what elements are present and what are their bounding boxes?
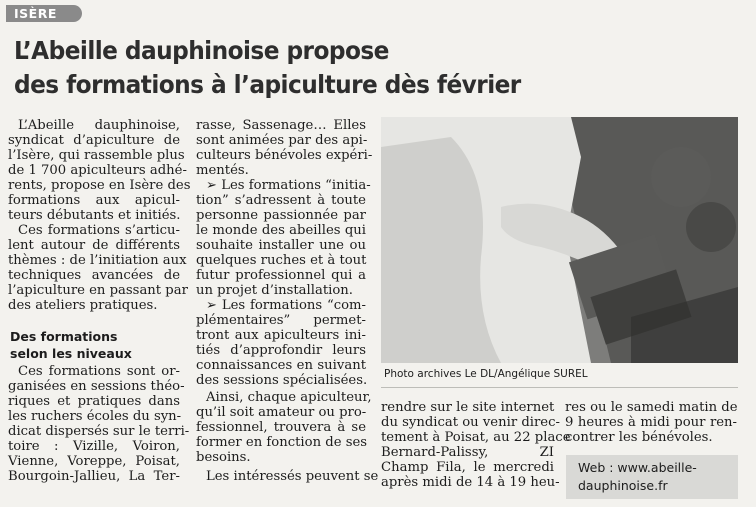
body-line: rendre sur le site internet	[381, 400, 555, 415]
body-line: quelques ruches et à tout	[196, 253, 367, 268]
body-line: qu’il soit amateur ou pro-	[196, 405, 367, 420]
headline-line-2: des formations à l’apiculture dès février	[14, 70, 521, 99]
body-line: res ou le samedi matin de	[565, 400, 738, 415]
body-line: techniques avancées de	[8, 268, 180, 283]
body-line: culteurs bénévoles expéri-	[196, 148, 373, 163]
body-line: des ateliers pratiques.	[8, 298, 158, 313]
body-line: teurs débutants et initiés.	[8, 208, 181, 223]
body-line: tion” s’adressent à toute	[196, 193, 366, 208]
body-line: du syndicat ou venir direc-	[381, 415, 560, 430]
body-line: tement à Poisat, au 22 place	[381, 430, 571, 445]
body-line: futur professionnel qui a	[196, 268, 366, 283]
body-line: Ces formations s’articu-	[18, 223, 180, 238]
web-url[interactable]: dauphinoise.fr	[578, 478, 668, 493]
body-line: contrer les bénévoles.	[565, 430, 713, 445]
body-line: Vienne, Voreppe, Poisat,	[8, 454, 180, 469]
body-line: 9 heures à midi pour ren-	[565, 415, 737, 430]
body-line: un projet d’installation.	[196, 283, 353, 298]
body-line: ganisées en sessions théo-	[8, 379, 185, 394]
body-line: Les intéressés peuvent se	[206, 469, 379, 484]
body-line: formations aux apicul-	[8, 193, 180, 208]
body-line: le monde des abeilles qui	[196, 223, 366, 238]
body-line: rents, propose en Isère des	[8, 178, 191, 193]
body-line: former en fonction de ses	[196, 435, 368, 450]
body-line: thèmes : de l’initiation aux	[8, 253, 187, 268]
body-line: tront aux apiculteurs ini-	[196, 328, 366, 343]
body-line: mentés.	[196, 163, 249, 178]
body-line: l’Isère, qui rassemble plus	[8, 148, 185, 163]
body-line: Bernard-Palissy, ZI	[381, 445, 554, 460]
body-line: après midi de 14 à 19 heu-	[381, 475, 560, 490]
web-label: Web : www.abeille-	[578, 460, 697, 475]
body-line: souhaite installer une ou	[196, 238, 366, 253]
body-line: dicat dispersés sur le terri-	[8, 424, 190, 439]
body-line: sont animées par des api-	[196, 133, 368, 148]
body-line: connaissances en suivant	[196, 358, 366, 373]
body-line: ➢ Les formations “initia-	[206, 178, 371, 193]
caption-divider	[381, 387, 738, 388]
body-line: L’Abeille dauphinoise,	[18, 118, 180, 133]
body-line: personne passionnée par	[196, 208, 366, 223]
body-line: tiés d’approfondir leurs	[196, 343, 366, 358]
section-tag: ISÈRE	[6, 5, 82, 22]
body-line: des sessions spécialisées.	[196, 373, 368, 388]
body-line: toire : Vizille, Voiron,	[8, 439, 180, 454]
body-line: lent autour de différents	[8, 238, 180, 253]
subheading: Des formations	[10, 329, 118, 344]
body-line: l’apiculture en passant par	[8, 283, 188, 298]
body-line: les ruchers écoles du syn-	[8, 409, 182, 424]
body-line: ➢ Les formations “com-	[206, 298, 366, 313]
body-line: besoins.	[196, 450, 251, 465]
body-line: rasse, Sassenage… Elles	[196, 118, 366, 133]
body-line: plémentaires” permet-	[196, 313, 366, 328]
body-line: Champ Fila, le mercredi	[381, 460, 554, 475]
body-line: fessionnel, trouvera à se	[196, 420, 366, 435]
body-line: Ces formations sont or-	[18, 364, 180, 379]
body-line: Ainsi, chaque apiculteur,	[206, 390, 372, 405]
body-line: de 1 700 apiculteurs adhé-	[8, 163, 187, 178]
subheading: selon les niveaux	[10, 346, 132, 361]
photo-caption: Photo archives Le DL/Angélique SUREL	[384, 368, 588, 380]
beekeeper-illustration	[381, 117, 738, 363]
body-line: syndicat d’apiculture de	[8, 133, 180, 148]
headline-line-1: L’Abeille dauphinoise propose	[14, 36, 389, 65]
body-line: riques et pratiques dans	[8, 394, 180, 409]
body-line: Bourgoin-Jallieu, La Ter-	[8, 469, 180, 484]
beekeeper-photo	[381, 117, 738, 363]
